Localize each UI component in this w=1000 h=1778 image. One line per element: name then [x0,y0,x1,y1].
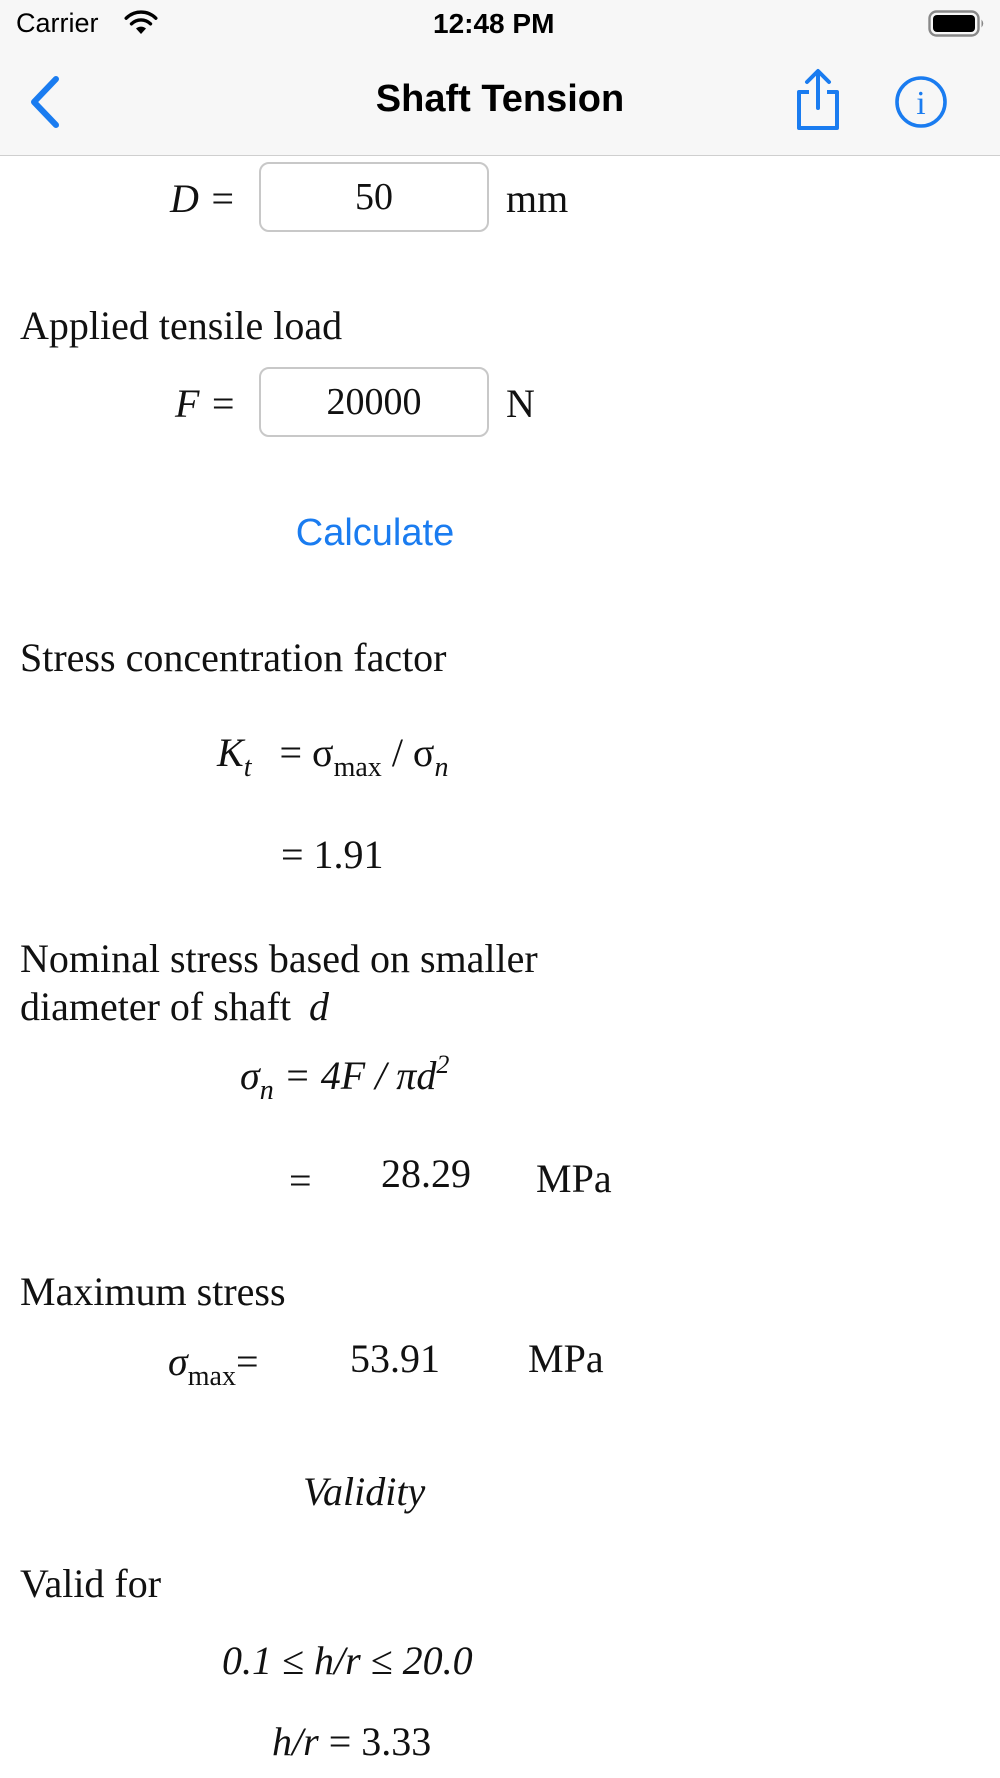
hr-value: = 3.33 [318,1719,432,1764]
clock-time: 12:48 PM [433,8,555,39]
nominal-stress-unit: MPa [536,1156,612,1201]
share-icon [792,68,844,132]
kt-eq-sub-n: n [434,752,449,783]
nominal-sigma: σ [240,1053,260,1098]
hr-result [272,1718,431,1765]
d-unit: mm [506,176,569,221]
svg-text:i: i [916,85,926,122]
d-label: D = [170,176,236,221]
navigation-bar [0,0,1000,156]
hr-label: h/r [272,1719,319,1764]
battery-icon [928,10,986,43]
nominal-stress-heading-line1: Nominal stress based on smaller [20,936,538,981]
nominal-stress-value: 28.29 [381,1151,471,1196]
max-stress-symbol [168,1338,259,1392]
kt-eq-sub-max: max [333,752,382,783]
nominal-equals: = [289,1158,312,1203]
max-sigma: σ [168,1339,188,1384]
max-stress-unit: MPa [528,1336,604,1381]
stress-concentration-heading: Stress concentration factor [20,635,447,680]
nominal-formula-rhs: = 4F / πd [273,1053,437,1098]
info-button[interactable] [894,75,948,134]
f-unit: N [506,381,535,426]
carrier-label: Carrier [16,8,99,38]
kt-subscript: t [243,752,252,783]
nominal-stress-heading-line2 [20,983,329,1030]
max-sigma-sub: max [187,1361,236,1392]
nominal-stress-heading-text: diameter of shaft [20,984,291,1029]
max-equals: = [235,1339,259,1384]
max-stress-heading: Maximum stress [20,1269,286,1314]
load-heading: Applied tensile load [20,303,343,348]
kt-eq-prefix: = σ [279,730,334,775]
calculate-button[interactable]: Calculate [250,505,500,561]
nominal-formula-sup: 2 [436,1050,450,1079]
info-icon [894,75,948,129]
wifi-icon [123,10,159,41]
validity-range: 0.1 ≤ h/r ≤ 20.0 [222,1638,473,1683]
validity-heading: Validity [303,1469,426,1514]
d-input[interactable] [259,162,489,232]
kt-symbol: K [217,730,244,775]
valid-for-label: Valid for [20,1561,162,1606]
page-title: Shaft Tension [375,78,625,120]
nominal-stress-heading-var: d [309,984,329,1029]
share-button[interactable] [792,68,844,137]
f-label: F = [175,381,237,426]
kt-result: = 1.91 [281,832,384,877]
nominal-stress-formula [240,1050,450,1106]
f-input[interactable] [259,367,489,437]
max-stress-value: 53.91 [350,1336,440,1381]
kt-formula [217,729,449,783]
kt-eq-mid: / σ [381,730,435,775]
nominal-sigma-sub: n [259,1075,274,1106]
